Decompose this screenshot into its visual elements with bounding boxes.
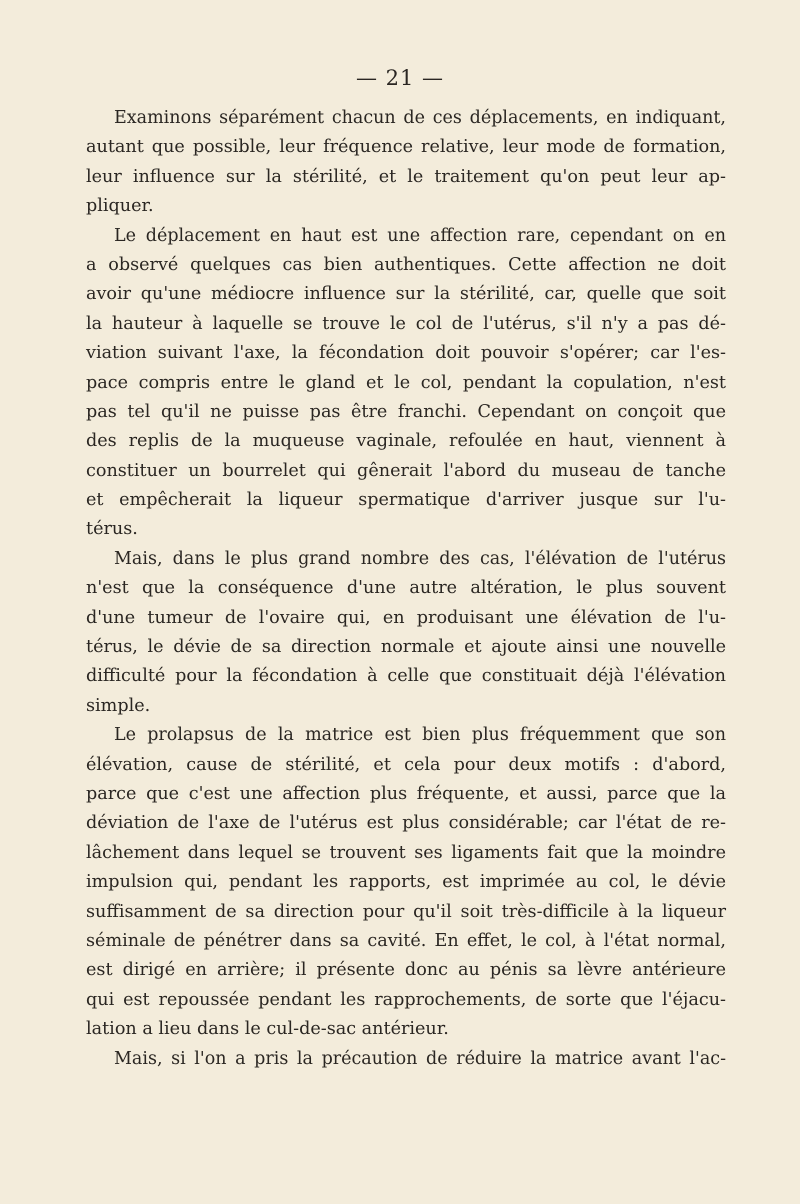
text-line: élévation, cause de stérilité, et cela pour deux motifs : d'abord, — [86, 754, 726, 775]
text-line: lâchement dans lequel se trouvent ses ligaments fait que la moindre — [86, 842, 726, 863]
paragraph — [86, 1045, 726, 1074]
text-line: simple. — [86, 695, 151, 716]
text-line: avoir qu'une médiocre influence sur la stérilité, car, quelle que soit — [86, 284, 726, 305]
text-line: d'une tumeur de l'ovaire qui, en produisant une élévation de l'u- — [86, 607, 726, 628]
text-line: Le prolapsus de la matrice est bien plus fréquemment que son — [114, 725, 726, 746]
text-line: Examinons séparément chacun de ces déplacements, en indiquant, — [114, 108, 726, 128]
text-line: et empêcherait la liqueur spermatique d'arriver jusque sur l'u- — [86, 490, 726, 511]
text-line: impulsion qui, pendant les rapports, est imprimée au col, le dévie — [86, 872, 726, 893]
text-line: suffisamment de sa direction pour qu'il soit très-difficile à la liqueur — [86, 901, 726, 922]
text-line: autant que possible, leur fréquence relative, leur mode de formation, — [86, 137, 726, 158]
text-line: viation suivant l'axe, la fécondation doit pouvoir s'opérer; car l'es- — [86, 343, 726, 364]
text-line: n'est que la conséquence d'une autre altération, le plus souvent — [86, 578, 726, 599]
body-text — [86, 104, 726, 1074]
text-line: pliquer. — [86, 196, 154, 217]
paragraph — [86, 104, 726, 222]
text-line: leur influence sur la stérilité, et le traitement qu'on peut leur ap- — [86, 166, 726, 187]
text-line: Mais, si l'on a pris la précaution de réduire la matrice avant l'ac- — [114, 1048, 726, 1069]
text-line: des replis de la muqueuse vaginale, refoulée en haut, viennent à — [86, 431, 726, 452]
text-line: pace compris entre le gland et le col, pendant la copulation, n'est — [86, 372, 726, 393]
text-line: qui est repoussée pendant les rapprochements, de sorte que l'éjacu- — [86, 989, 726, 1010]
text-line: a observé quelques cas bien authentiques. Cette affection ne doit — [86, 254, 726, 275]
paragraph — [86, 721, 726, 1044]
text-line: difficulté pour la fécondation à celle que constituait déjà l'élévation — [86, 666, 726, 687]
text-line: térus. — [86, 519, 138, 540]
text-line: séminale de pénétrer dans sa cavité. En effet, le col, à l'état normal, — [86, 930, 726, 951]
text-line: pas tel qu'il ne puisse pas être franchi. Cependant on conçoit que — [86, 401, 726, 422]
text-line: parce que c'est une affection plus fréquente, et aussi, parce que la — [86, 783, 726, 804]
paragraph — [86, 545, 726, 721]
text-line: Mais, dans le plus grand nombre des cas, l'élévation de l'utérus — [114, 548, 726, 569]
text-line: la hauteur à laquelle se trouve le col de l'utérus, s'il n'y a pas dé- — [86, 313, 726, 334]
text-line: lation a lieu dans le cul-de-sac antérieur. — [86, 1019, 449, 1040]
text-line: déviation de l'axe de l'utérus est plus considérable; car l'état de re- — [86, 813, 726, 834]
text-line: constituer un bourrelet qui gênerait l'abord du museau de tanche — [86, 460, 726, 481]
page-number: — 21 — — [355, 66, 445, 90]
text-line: térus, le dévie de sa direction normale et ajoute ainsi une nouvelle — [86, 637, 726, 658]
text-line: est dirigé en arrière; il présente donc au pénis sa lèvre antérieure — [86, 960, 726, 981]
paragraph — [86, 222, 726, 545]
text-line: Le déplacement en haut est une affection rare, cependant on en — [114, 225, 726, 246]
